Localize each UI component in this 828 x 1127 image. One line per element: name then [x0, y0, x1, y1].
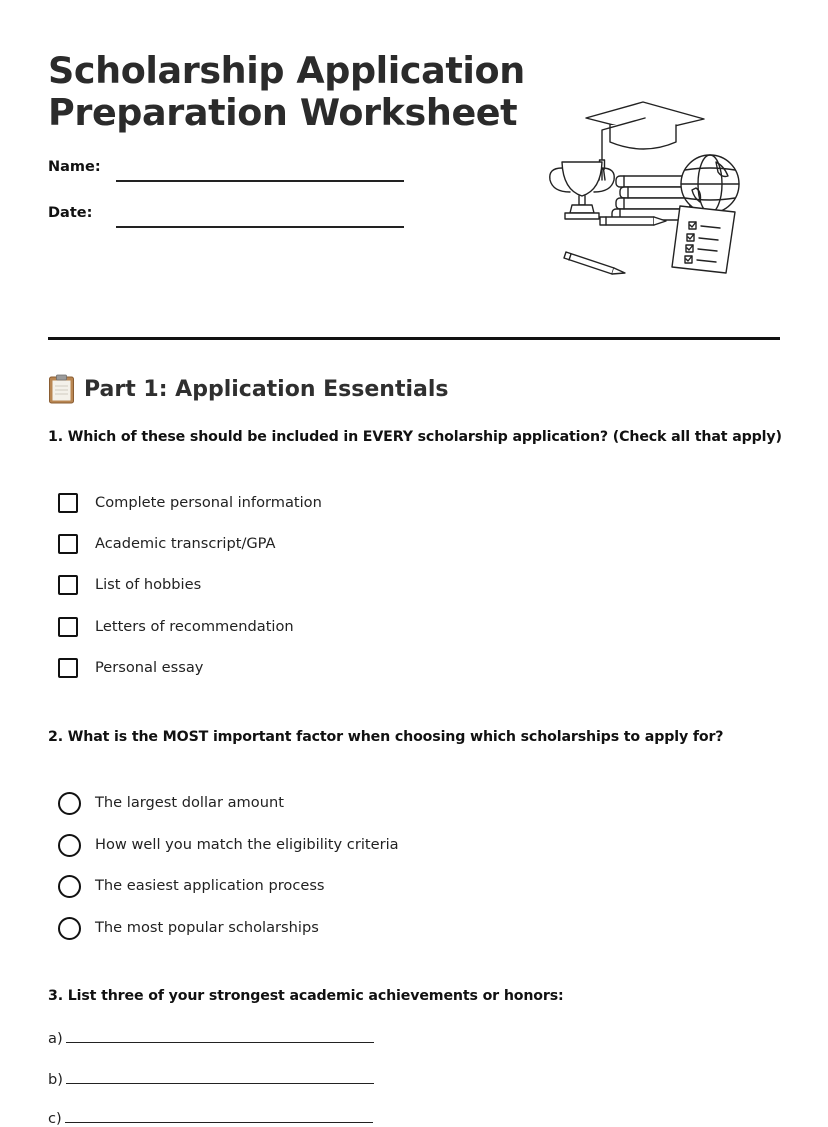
q3-answer-a[interactable]	[48, 1028, 374, 1047]
answer-line[interactable]	[65, 1108, 373, 1123]
answer-line[interactable]	[66, 1069, 374, 1084]
q1-option-3-label: List of hobbies	[95, 576, 202, 593]
radio-button[interactable]	[58, 917, 81, 940]
q2-option-4[interactable]	[58, 916, 319, 940]
worksheet-title	[48, 50, 525, 134]
q2-option-2[interactable]	[58, 833, 399, 857]
q1-option-4[interactable]	[58, 615, 294, 639]
q3-answer-b[interactable]	[48, 1069, 374, 1088]
header-divider	[48, 337, 780, 340]
radio-button[interactable]	[58, 792, 81, 815]
q2-option-1-label: The largest dollar amount	[95, 794, 284, 811]
scholarship-illustration	[540, 92, 760, 282]
name-field-line[interactable]	[116, 180, 404, 182]
q1-option-5-label: Personal essay	[95, 659, 204, 676]
q3-answer-a-label: a)	[48, 1030, 63, 1047]
question-1: 1. Which of these should be included in EVERY scholarship application? (Check all that apply)	[48, 429, 782, 445]
question-3: 3. List three of your strongest academic achievements or honors:	[48, 988, 564, 1004]
q1-option-1[interactable]	[58, 491, 322, 515]
q1-option-4-label: Letters of recommendation	[95, 618, 294, 635]
q2-option-2-label: How well you match the eligibility criteria	[95, 836, 399, 853]
section-title-text: Part 1: Application Essentials	[84, 376, 449, 402]
q2-option-3[interactable]	[58, 874, 325, 898]
pencil-icon	[564, 252, 625, 274]
q2-option-4-label: The most popular scholarships	[95, 919, 319, 936]
book-pencil-icon	[600, 217, 666, 225]
title-line-2: Preparation Worksheet	[48, 91, 518, 134]
name-label: Name:	[48, 159, 101, 175]
q1-option-5[interactable]	[58, 656, 204, 680]
globe-icon	[681, 155, 739, 213]
books-icon	[612, 176, 690, 220]
date-label: Date:	[48, 205, 93, 221]
q2-option-3-label: The easiest application process	[95, 877, 325, 894]
date-field-line[interactable]	[116, 226, 404, 228]
checkbox[interactable]	[58, 534, 78, 554]
radio-button[interactable]	[58, 875, 81, 898]
q3-answer-c-label: c)	[48, 1110, 62, 1127]
trophy-icon	[550, 162, 615, 219]
checklist-icon	[672, 206, 735, 273]
radio-button[interactable]	[58, 834, 81, 857]
question-2: 2. What is the MOST important factor when choosing which scholarships to apply for?	[48, 729, 724, 745]
q1-option-2-label: Academic transcript/GPA	[95, 535, 276, 552]
checkbox[interactable]	[58, 617, 78, 637]
section-title-part-1	[48, 373, 449, 405]
checkbox[interactable]	[58, 658, 78, 678]
checkbox[interactable]	[58, 575, 78, 595]
answer-line[interactable]	[66, 1028, 374, 1043]
q3-answer-b-label: b)	[48, 1071, 63, 1088]
q1-option-3[interactable]	[58, 573, 202, 597]
q2-option-1[interactable]	[58, 791, 284, 815]
clipboard-icon	[48, 374, 75, 404]
title-line-1: Scholarship Application	[48, 49, 525, 92]
q1-option-2[interactable]	[58, 532, 276, 556]
q1-option-1-label: Complete personal information	[95, 494, 322, 511]
checkbox[interactable]	[58, 493, 78, 513]
